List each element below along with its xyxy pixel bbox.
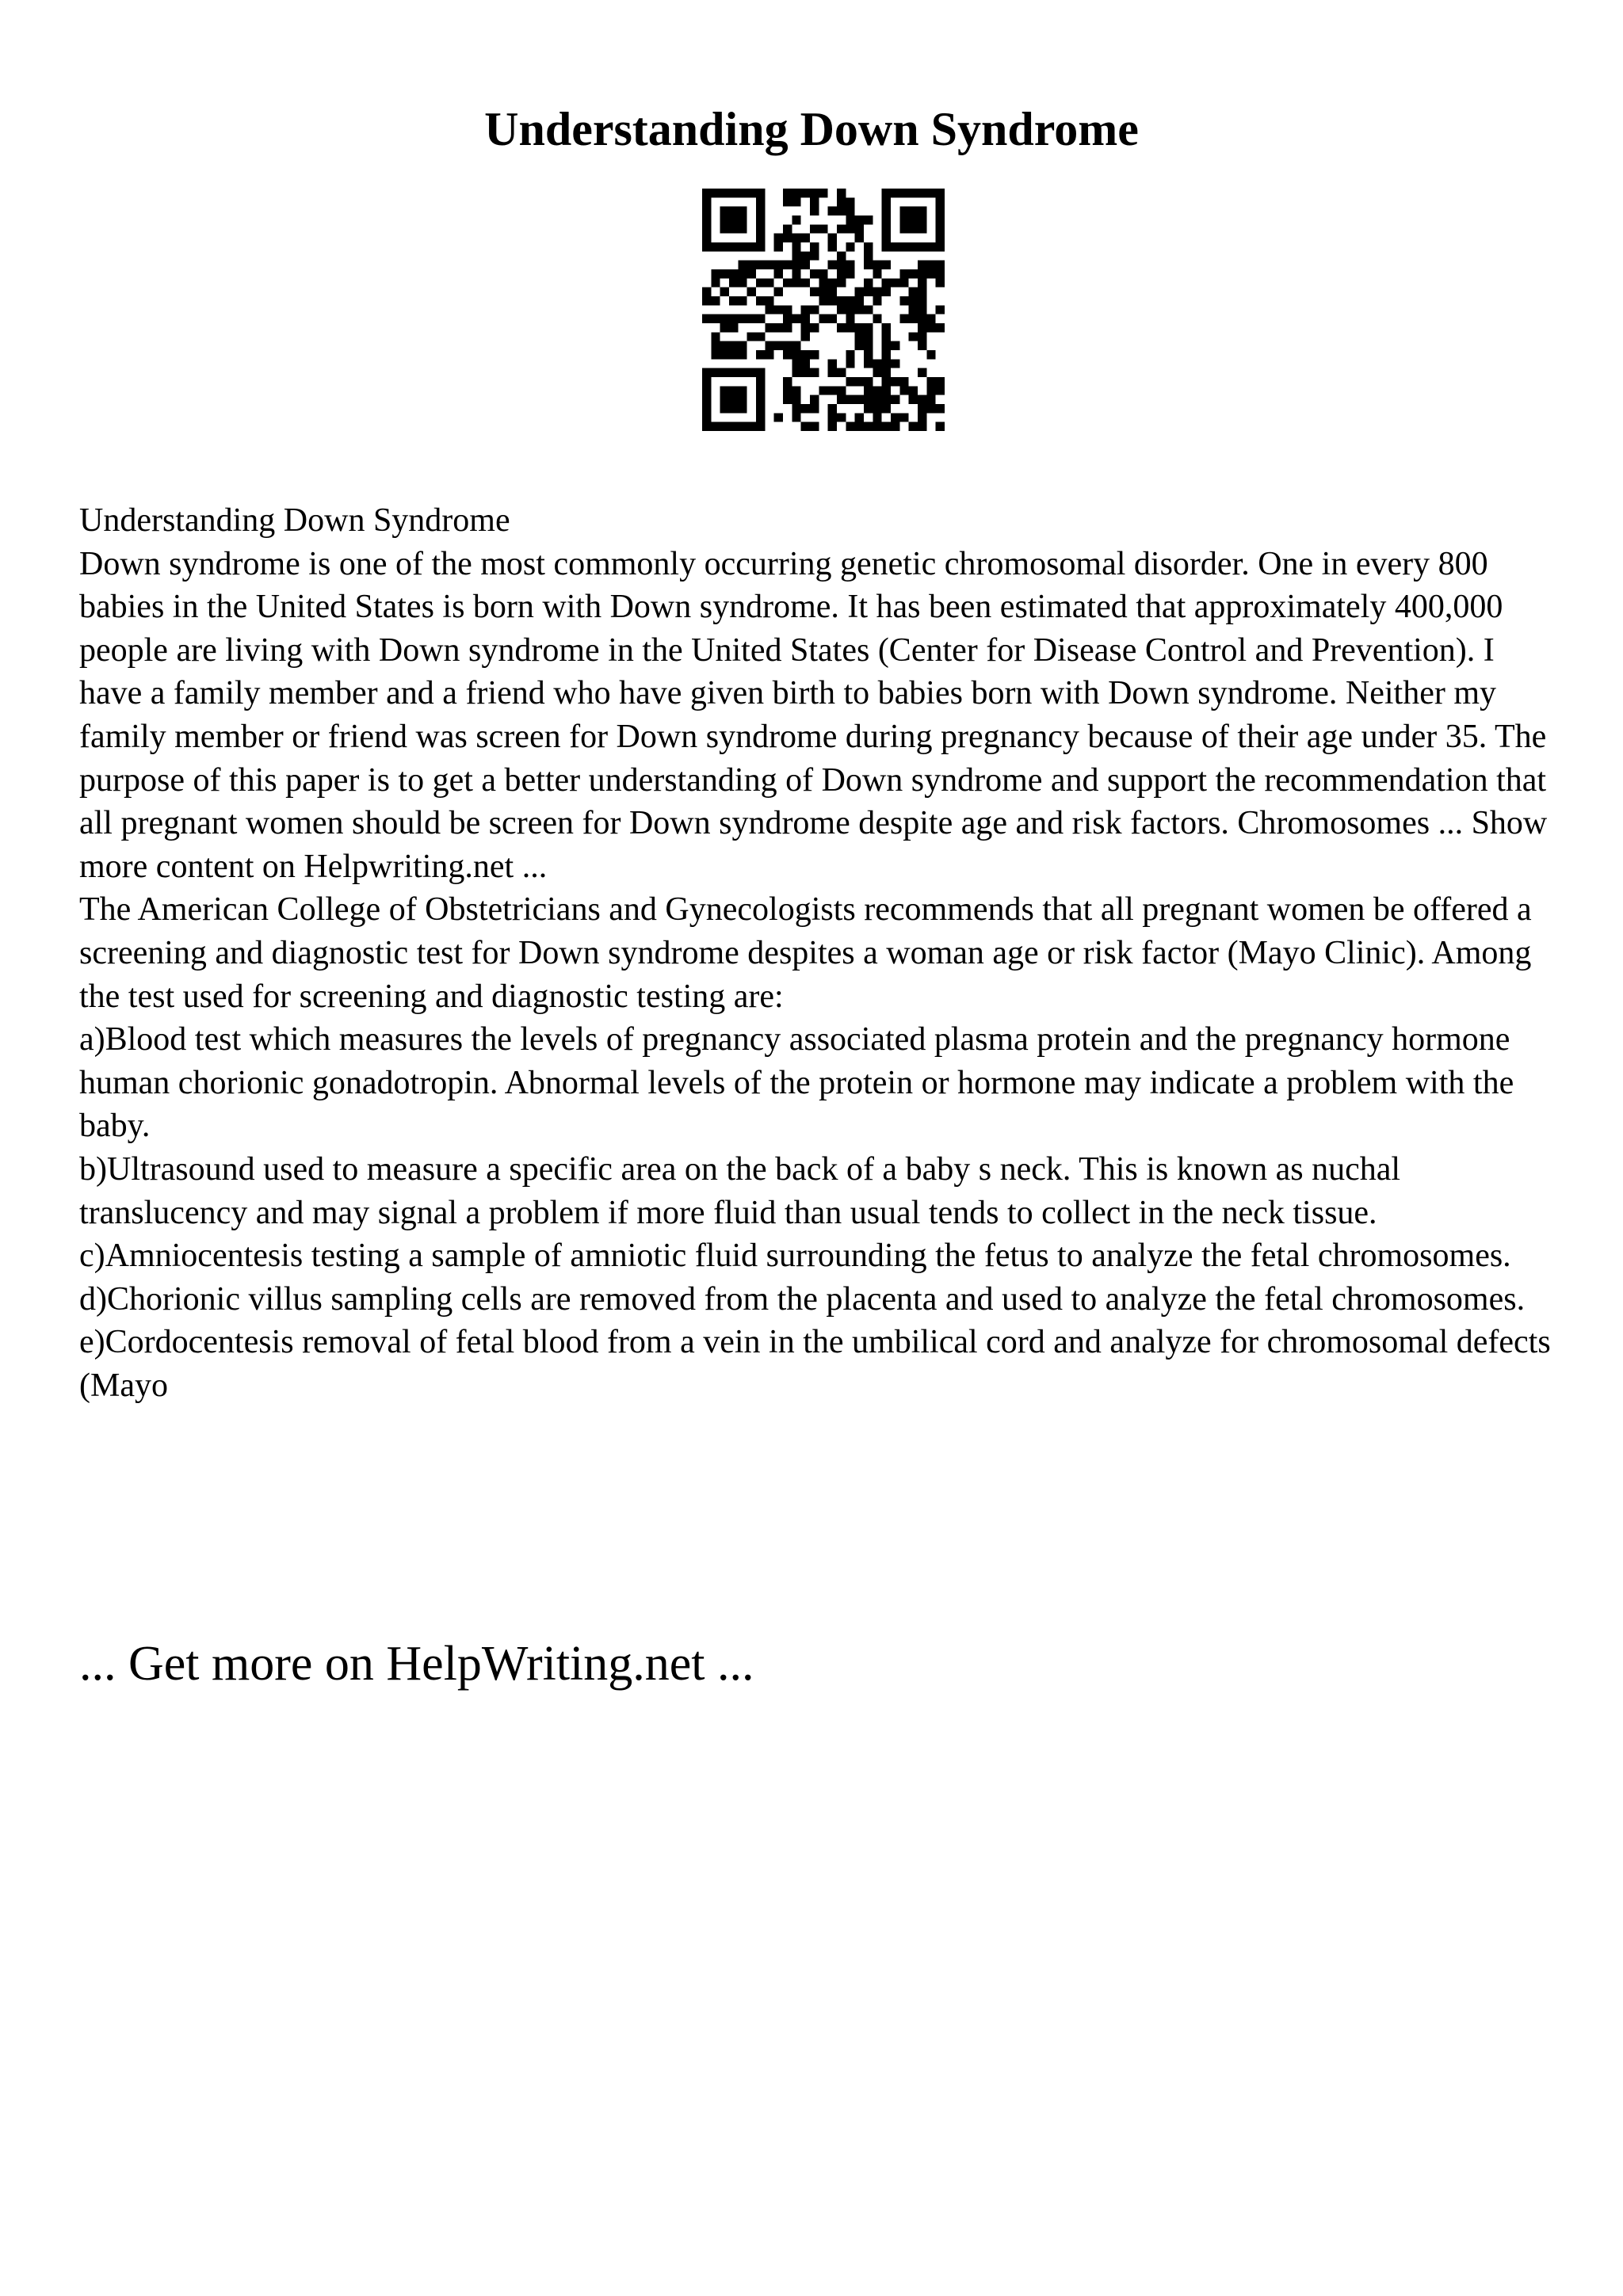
list-item-amniocentesis: c)Amniocentesis testing a sample of amniotic fluid surrounding the fetus to analyze the fetal chromosomes.: [79, 1238, 1511, 1275]
page-title: Understanding Down Syndrome: [484, 103, 1139, 155]
get-more-link[interactable]: ... Get more on HelpWriting.net ...: [79, 1637, 754, 1691]
paragraph-subtitle: Understanding Down Syndrome: [79, 502, 510, 539]
paragraph-recommendation: The American College of Obstetricians and Gynecologists recommends that all pregnant women be offered a screening and diagnostic test for Down syndrome despites a woman age or risk factor (Mayo Clinic). Among the test used for screening and diagnostic testing are:: [79, 891, 1532, 1015]
list-item-ultrasound: b)Ultrasound used to measure a specific area on the back of a baby s neck. This is known as nuchal translucency and may signal a problem if more fluid than usual tends to collect in the neck tissue.: [79, 1150, 1401, 1231]
qr-code-icon: [702, 189, 945, 431]
list-item-chorionic-villus: d)Chorionic villus sampling cells are removed from the placenta and used to analyze the fetal chromosomes.: [79, 1280, 1526, 1318]
document-body: [79, 499, 1553, 1407]
paragraph-intro: Down syndrome is one of the most commonly occurring genetic chromosomal disorder. One in every 800 babies in the United States is born with Down syndrome. It has been estimated that approximately 400,000 people are living with Down syndrome in the United States (Center for Disease Control and Prevention). I have a family member and a friend who have given birth to babies born with Down syndrome. Neither my family member or friend was screen for Down syndrome during pregnancy because of their age under 35. The purpose of this paper is to get a better understanding of Down syndrome and support the recommendation that all pregnant women should be screen for Down syndrome despite age and risk factors. Chromosomes ... Show more content on Helpwriting.net ...: [79, 545, 1548, 885]
list-item-blood-test: a)Blood test which measures the levels of pregnancy associated plasma protein and the pregnancy hormone human chorionic gonadotropin. Abnormal levels of the protein or hormone may indicate a problem with the baby.: [79, 1021, 1514, 1145]
list-item-cordocentesis: e)Cordocentesis removal of fetal blood from a vein in the umbilical cord and analyze for chromosomal defects (Mayo: [79, 1324, 1551, 1404]
